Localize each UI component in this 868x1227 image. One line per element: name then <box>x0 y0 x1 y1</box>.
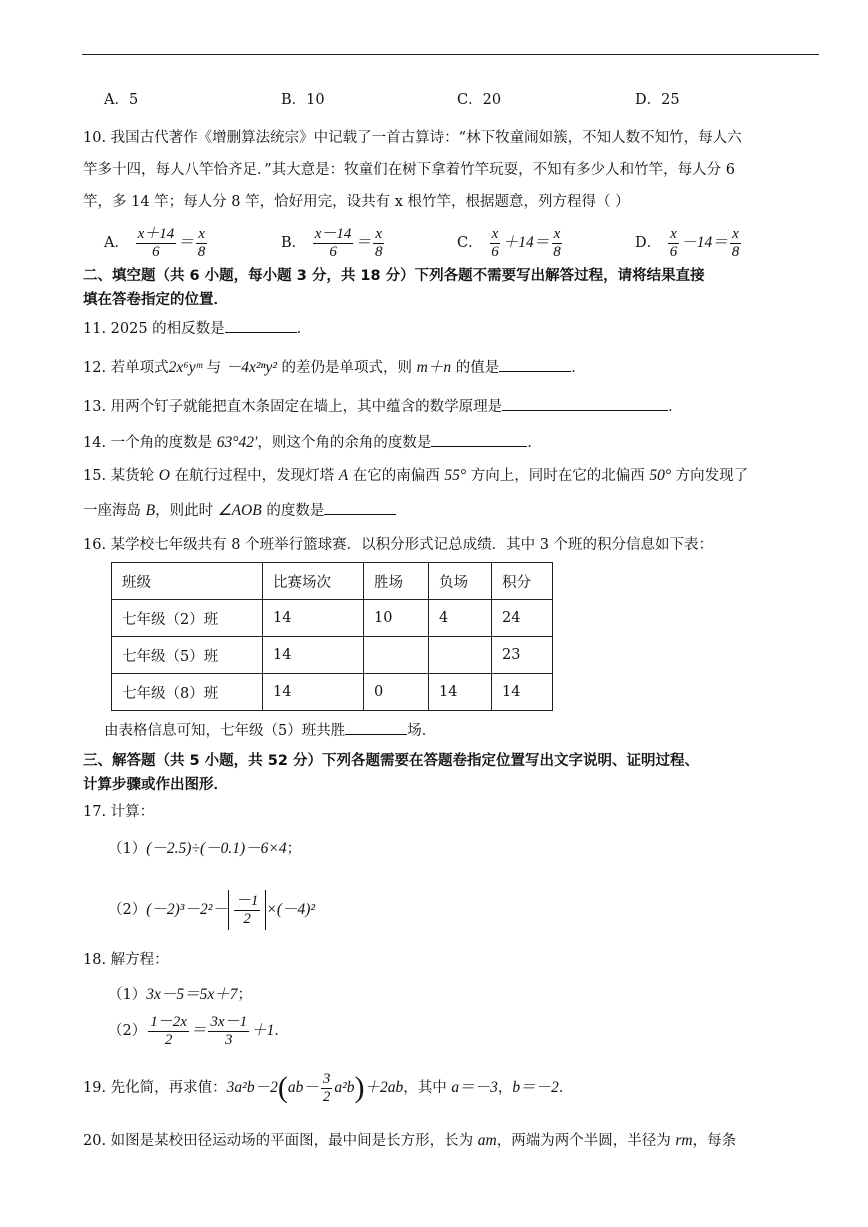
denominator: 6 <box>491 243 499 260</box>
q9-option-a: A．5 <box>104 92 139 108</box>
q15-line-2 <box>83 500 396 521</box>
fraction <box>668 226 680 261</box>
q10-line-3: 竿，多 14 竿；每人分 8 竿，恰好用完，设共有 x 根竹竿，根据题意，列方程得（ ） <box>83 194 630 210</box>
header-rule <box>82 54 819 55</box>
q15-point-b: B <box>145 502 156 519</box>
fraction <box>551 226 563 261</box>
fraction <box>730 226 742 261</box>
right-paren: ) <box>354 1071 365 1104</box>
q10-line-1: 10. 我国古代著作《增删算法统宗》中记载了一首古算诗：“林下牧童闹如簇，不知人数不知竹，每人六 <box>83 130 742 146</box>
fraction <box>489 226 501 261</box>
q15-angle-2: 50° <box>649 467 672 484</box>
q17-expression-2-end: ×(－4)² <box>266 901 316 918</box>
q18-equation-2-end: ＋1 <box>251 1022 275 1039</box>
fraction <box>148 1014 189 1049</box>
q12 <box>83 357 586 378</box>
q14-text: ，则这个角的余角的度数是 <box>257 435 432 451</box>
table-cell: 14 <box>492 674 553 711</box>
q20-radius: rm <box>675 1132 693 1149</box>
answer-blank <box>431 432 527 447</box>
q15-point-o: O <box>158 467 170 484</box>
q19-text: ，其中 <box>403 1080 452 1096</box>
operator: ＋14＝ <box>502 234 550 251</box>
q15-text: 15. 某货轮 <box>83 468 159 484</box>
option-label: A． <box>104 235 129 251</box>
q18-part-2 <box>108 1011 289 1051</box>
q16-after <box>104 720 436 741</box>
q18-equation-1: 3x－5＝5x＋7 <box>146 986 238 1003</box>
q14-angle: 63°42′ <box>216 434 258 451</box>
part-label: （1） <box>108 987 147 1003</box>
q10-option-b <box>281 224 386 262</box>
part-label: （1） <box>108 841 147 857</box>
table-cell: 24 <box>492 600 553 637</box>
table-cell: 七年级（5）班 <box>112 637 263 674</box>
table-cell <box>364 637 429 674</box>
q20-text: ，每条 <box>692 1133 737 1149</box>
q9-option-c: C．20 <box>457 92 502 108</box>
q15-text: 方向上，同时在它的北偏西 <box>466 468 650 484</box>
q12-expression: m＋n <box>416 359 452 376</box>
q13 <box>83 396 683 417</box>
numerator: x＋14 <box>137 225 175 242</box>
denominator: 6 <box>152 243 160 260</box>
q19-expression: ＋2ab <box>364 1079 404 1096</box>
answer-blank <box>499 357 571 372</box>
q14 <box>83 432 542 453</box>
q11-text: 11. 2025 的相反数是 <box>83 321 225 337</box>
table-cell: 14 <box>263 600 364 637</box>
q16-after-end: 场． <box>407 723 437 739</box>
part-end: ． <box>274 1023 289 1039</box>
answer-blank <box>502 396 668 411</box>
fraction <box>196 226 208 261</box>
part-end: ； <box>237 987 252 1003</box>
table-header-cell: 负场 <box>429 563 492 600</box>
q15-point-a: A <box>338 467 349 484</box>
q15-text: 的度数是 <box>261 503 325 519</box>
q19-end: ． <box>558 1080 574 1096</box>
q17-expression-1: (－2.5)÷(－0.1)－6×4 <box>146 840 287 857</box>
denominator: 8 <box>553 243 561 260</box>
q9-option-d: D．25 <box>635 92 680 108</box>
table-cell: 七年级（2）班 <box>112 600 263 637</box>
numerator: 1－2x <box>150 1013 187 1030</box>
q18-title: 18. 解方程： <box>83 952 169 968</box>
q17-title: 17. 计算： <box>83 804 155 820</box>
q12-end: ． <box>571 360 586 376</box>
q19-expression: ab－ <box>287 1079 319 1096</box>
denominator: 8 <box>197 243 206 260</box>
denominator: 2 <box>322 1088 331 1105</box>
q20-text: 20. 如图是某校田径运动场的平面图，最中间是长方形，长为 <box>83 1133 478 1149</box>
q15-text: 在它的南偏西 <box>348 468 445 484</box>
table-row <box>112 600 553 637</box>
q15-text: 在航行过程中，发现灯塔 <box>169 468 339 484</box>
q14-end: ． <box>527 435 542 451</box>
q18-part-1 <box>108 985 252 1005</box>
numerator: x <box>198 225 205 242</box>
q16-after-text: 由表格信息可知，七年级（5）班共胜 <box>104 723 346 739</box>
denominator: 6 <box>669 243 678 260</box>
section-2-heading-line-1: 二、填空题（共 6 小题，每小题 3 分，共 18 分）下列各题不需要写出解答过程，请将结果直接 <box>83 268 705 284</box>
part-end: ； <box>286 841 302 857</box>
q17-part-1 <box>108 839 301 859</box>
q12-text: 与 <box>202 360 226 376</box>
q10-line-2: 竿多十四，每人八竿恰齐足．”其大意是：牧童们在树下拿着竹竿玩耍，不知有多少人和竹竿，每人分 6 <box>83 162 735 178</box>
q20-text: ，两端为两个半圆，半径为 <box>496 1133 676 1149</box>
equals: ＝ <box>355 234 371 251</box>
answer-blank <box>345 720 407 735</box>
q19-condition-b: b＝－2 <box>512 1079 559 1096</box>
fraction <box>321 1071 333 1106</box>
equals: ＝ <box>178 234 194 251</box>
equals: ＝ <box>190 1022 207 1039</box>
q12-monomial-2: －4x²ⁿy² <box>225 359 277 376</box>
fraction <box>234 893 261 928</box>
numerator: x－14 <box>314 225 352 242</box>
q12-text: 的值是 <box>451 360 500 376</box>
q20-length: am <box>477 1132 497 1149</box>
table-cell: 23 <box>492 637 553 674</box>
numerator: x <box>491 225 499 242</box>
q20 <box>83 1131 736 1151</box>
table-header-cell: 积分 <box>492 563 553 600</box>
q17-expression-2: (－2)³－2²－ <box>146 901 228 918</box>
q10-option-a <box>104 224 209 262</box>
denominator: 2 <box>243 910 251 927</box>
fraction <box>313 226 354 261</box>
q15-text: 一座海岛 <box>83 503 146 519</box>
q10-option-c <box>457 224 565 262</box>
fraction <box>373 226 385 261</box>
table-cell: 七年级（8）班 <box>112 674 263 711</box>
section-3-heading-line-2: 计算步骤或作出图形． <box>83 777 228 793</box>
denominator: 3 <box>225 1031 233 1048</box>
operator: －14＝ <box>681 234 728 251</box>
table-header-cell: 班级 <box>112 563 263 600</box>
fraction <box>208 1014 249 1049</box>
q15-angle-1: 55° <box>444 467 467 484</box>
q19 <box>83 1066 573 1110</box>
absolute-value <box>228 890 267 930</box>
q15-angle-aob: ∠AOB <box>217 502 262 519</box>
q19-text: ， <box>497 1080 513 1096</box>
table-row <box>112 637 553 674</box>
table-cell: 14 <box>429 674 492 711</box>
q14-text: 14. 一个角的度数是 <box>83 435 217 451</box>
numerator: x <box>375 225 383 242</box>
table-header-cell: 比赛场次 <box>263 563 364 600</box>
score-table <box>111 562 553 711</box>
numerator: 3 <box>322 1070 331 1087</box>
q15-line-1 <box>83 466 748 486</box>
denominator: 8 <box>731 243 740 260</box>
q13-end: ． <box>668 399 683 415</box>
numerator: x <box>670 225 677 242</box>
q19-expression: 3a²b－2 <box>226 1079 278 1096</box>
q9-option-b: B．10 <box>281 92 325 108</box>
numerator: x <box>732 225 739 242</box>
q12-monomial-1: 2x⁶yᵐ <box>168 359 203 376</box>
table-header-row <box>112 563 553 600</box>
answer-blank <box>225 318 297 333</box>
table-header-cell: 胜场 <box>364 563 429 600</box>
q11 <box>83 318 311 339</box>
q19-text: 19. 先化简，再求值： <box>83 1080 227 1096</box>
q11-end: ． <box>296 321 312 337</box>
q19-condition-a: a＝－3 <box>451 1079 498 1096</box>
option-label: B． <box>281 235 307 251</box>
table-cell: 14 <box>263 674 364 711</box>
q19-expression: a²b <box>334 1079 355 1096</box>
answer-blank <box>324 500 396 515</box>
table-cell: 10 <box>364 600 429 637</box>
section-3-heading-line-1: 三、解答题（共 5 小题，共 52 分）下列各题需要在答题卷指定位置写出文字说明、证明过程、 <box>83 753 699 769</box>
fraction <box>136 226 177 261</box>
numerator: 3x－1 <box>210 1013 248 1030</box>
table-cell: 0 <box>364 674 429 711</box>
part-label: （2） <box>108 1023 147 1039</box>
option-label: D． <box>635 235 662 251</box>
q12-text: 12. 若单项式 <box>83 360 169 376</box>
q17-part-2 <box>108 890 315 930</box>
part-label: （2） <box>108 902 147 918</box>
q16-text: 16. 某学校七年级共有 8 个班举行篮球赛．以积分形式记总成绩．其中 3 个班的积分信息如下表： <box>83 537 714 553</box>
table-row <box>112 674 553 711</box>
q15-text: ，则此时 <box>155 503 218 519</box>
q15-text: 方向发现了 <box>671 468 749 484</box>
table-cell: 14 <box>263 637 364 674</box>
section-2-heading-line-2: 填在答卷指定的位置． <box>83 292 228 308</box>
table-cell: 4 <box>429 600 492 637</box>
q13-text: 13. 用两个钉子就能把直木条固定在墙上，其中蕴含的数学原理是 <box>83 399 503 415</box>
denominator: 6 <box>329 243 337 260</box>
option-label: C． <box>457 235 483 251</box>
numerator: x <box>553 225 561 242</box>
numerator: －1 <box>235 892 259 909</box>
table-cell <box>429 637 492 674</box>
left-paren: ( <box>277 1071 288 1104</box>
denominator: 2 <box>164 1031 173 1048</box>
q12-text: 的差仍是单项式，则 <box>276 360 417 376</box>
q10-option-d <box>635 224 743 262</box>
denominator: 8 <box>374 243 383 260</box>
